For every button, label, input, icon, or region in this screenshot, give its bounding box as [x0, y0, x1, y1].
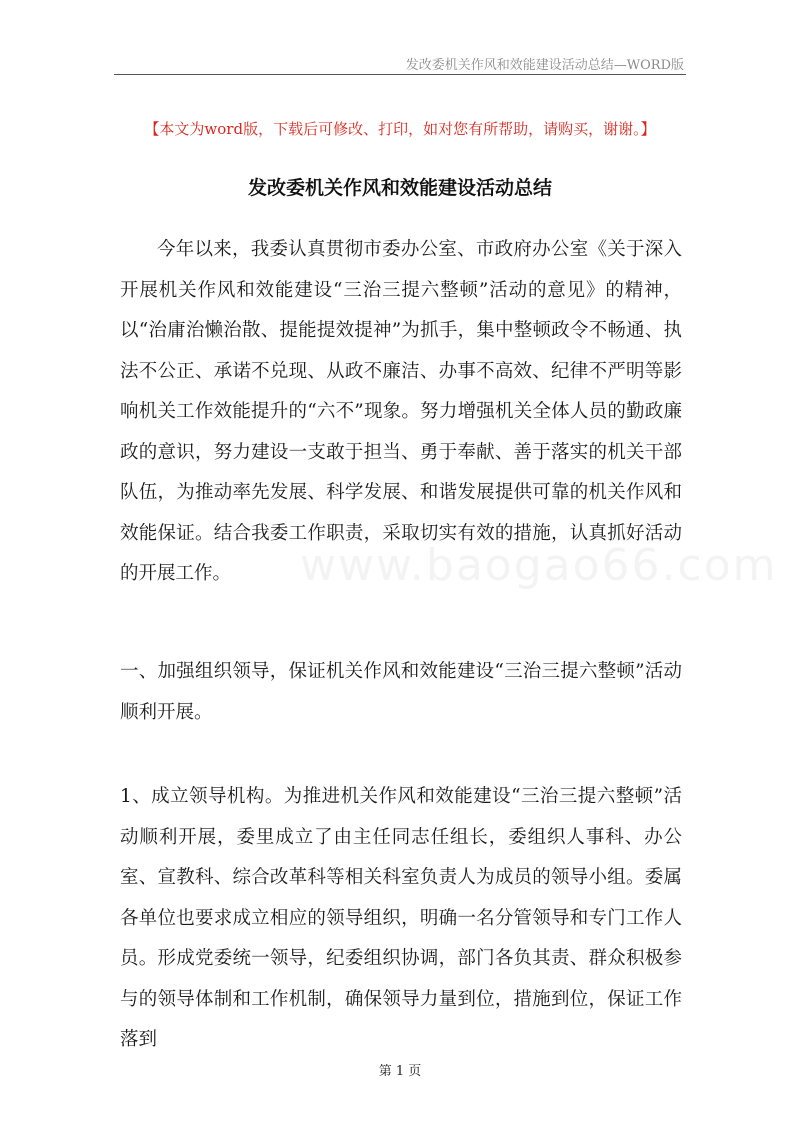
- running-header: 发改委机关作风和效能建设活动总结—WORD版: [405, 58, 684, 73]
- site-watermark: www.baogao66.com: [300, 540, 778, 591]
- header-divider: [114, 74, 686, 75]
- download-notice: 【本文为word版，下载后可修改、打印，如对您有所帮助，请购买，谢谢。】: [144, 120, 656, 138]
- page-number: 第 1 页: [378, 1064, 422, 1079]
- document-title: 发改委机关作风和效能建设活动总结: [247, 177, 552, 199]
- item-paragraph-1: 1、成立领导机构。为推进机关作风和效能建设“三治三提六整顿”活动顺利开展，委里成立了由主任同志任组长，委组织人事科、办公室、宣教科、综合改革科等相关科室负责人为成员的领导小组。委属各单位也要求成立相应的领导组织，明确一名分管领导和专门工作人员。形成党委统一领导，纪委组织协调，部门各负其责、群众积极参与的领导体制和工作机制，确保领导力量到位，措施到位，保证工作落到: [120, 786, 682, 1050]
- intro-paragraph: 今年以来，我委认真贯彻市委办公室、市政府办公室《关于深入开展机关作风和效能建设“三治三提六整顿”活动的意见》的精神，以“治庸治懒治散、提能提效提神”为抓手，集中整顿政令不畅通、执法不公正、承诺不兑现、从政不廉洁、办事不高效、纪律不严明等影响机关工作效能提升的“六不”现象。努力增强机关全体人员的勤政廉政的意识，努力建设一支敢于担当、勇于奉献、善于落实的机关干部队伍，为推动率先发展、科学发展、和谐发展提供可靠的机关作风和效能保证。结合我委工作职责，采取切实有效的措施，认真抓好活动的开展工作。: [120, 239, 682, 584]
- section-heading-1: 一、加强组织领导，保证机关作风和效能建设“三治三提六整顿”活动顺利开展。: [120, 661, 682, 723]
